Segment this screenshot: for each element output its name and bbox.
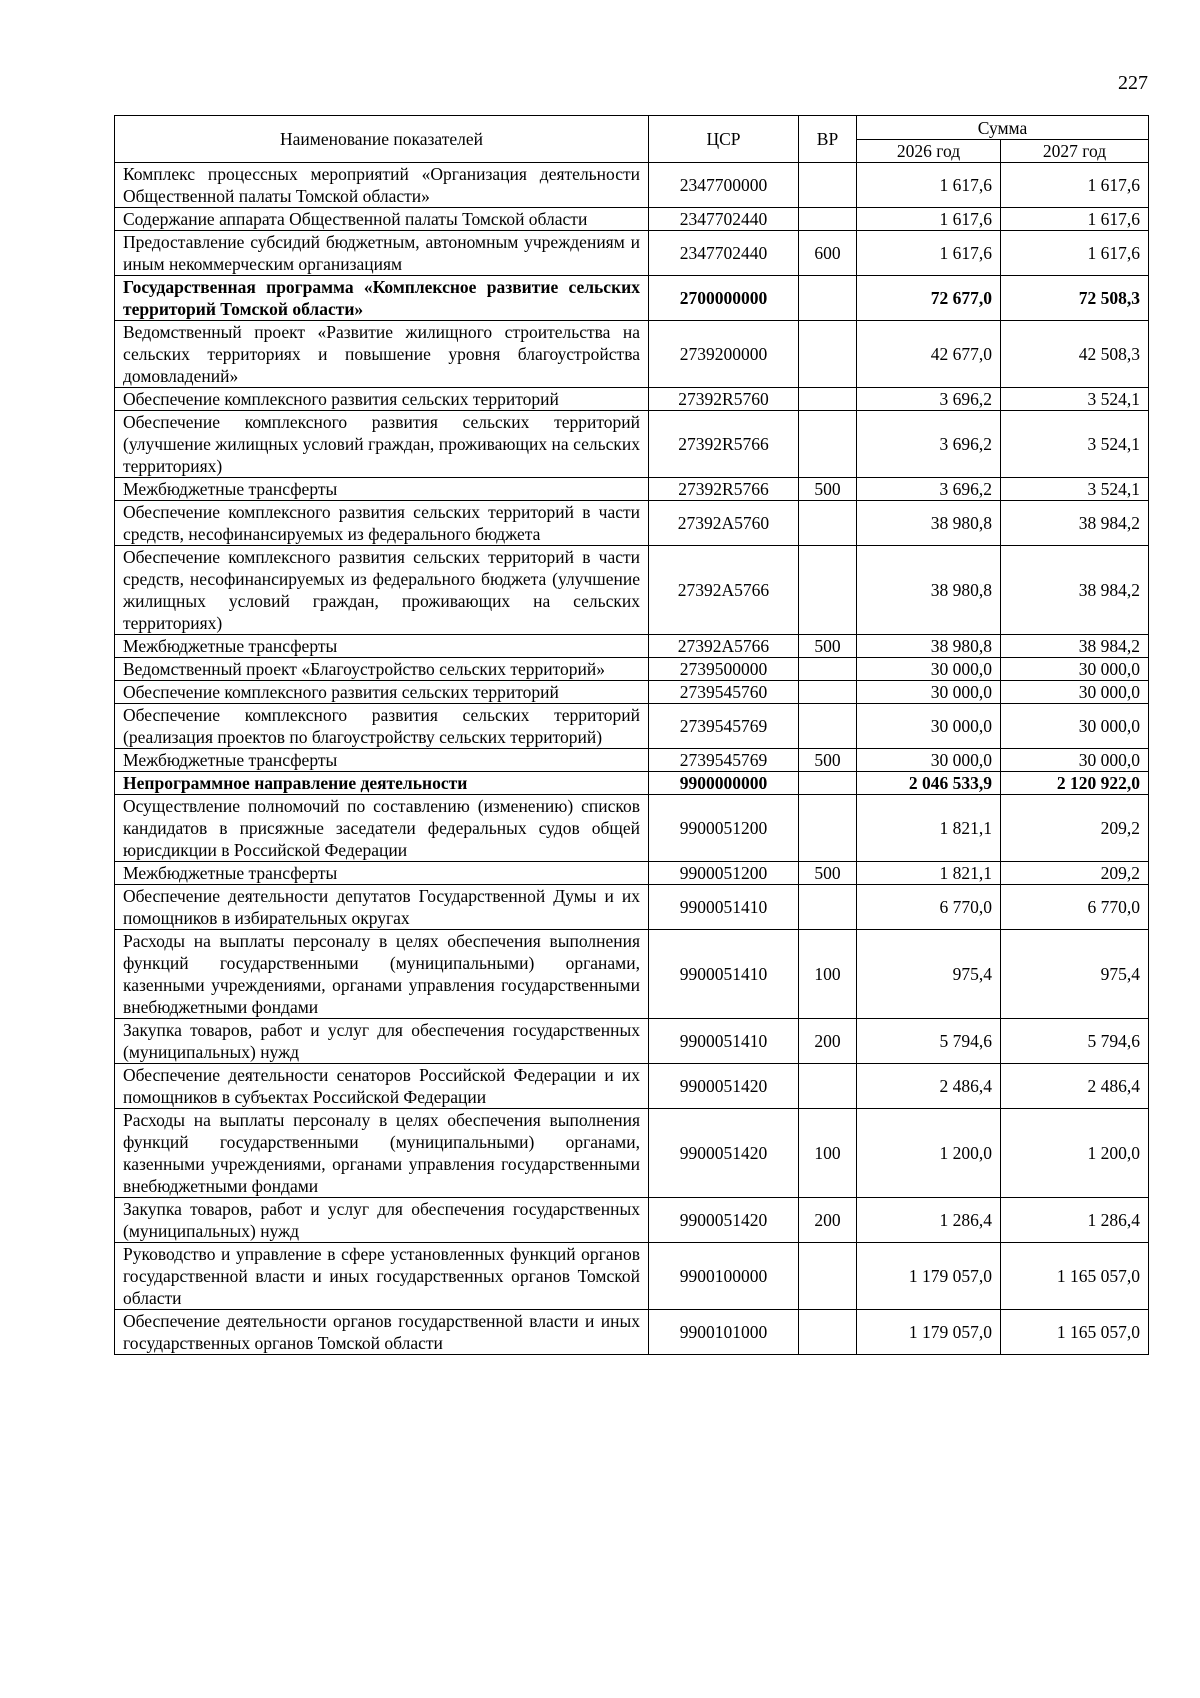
row-name: Обеспечение комплексного развития сельских территорий (улучшение жилищных условий граждан, проживающих на сельских территориях) — [115, 411, 649, 478]
row-name: Государственная программа «Комплексное развитие сельских территорий Томской области» — [115, 276, 649, 321]
row-csr-code: 9900051420 — [649, 1198, 799, 1243]
header-year-2026: 2026 год — [857, 140, 1001, 163]
row-csr-code: 9900051410 — [649, 1019, 799, 1064]
row-vr-code — [799, 276, 857, 321]
table-row — [115, 885, 1149, 930]
table-row — [115, 658, 1149, 681]
row-csr-code: 9900000000 — [649, 772, 799, 795]
table-body — [115, 163, 1149, 1355]
row-csr-code: 9900051410 — [649, 930, 799, 1019]
row-sum-2027: 42 508,3 — [1001, 321, 1149, 388]
row-name: Предоставление субсидий бюджетным, автономным учреждениям и иным некоммерческим организациям — [115, 231, 649, 276]
budget-table — [114, 115, 1149, 1355]
row-vr-code — [799, 501, 857, 546]
row-csr-code: 9900051200 — [649, 795, 799, 862]
row-sum-2027: 1 165 057,0 — [1001, 1310, 1149, 1355]
table-row — [115, 749, 1149, 772]
row-name: Расходы на выплаты персоналу в целях обеспечения выполнения функций государственными (муниципальными) органами, казенными учреждениями, органами управления государственными внебюджетными фондами — [115, 1109, 649, 1198]
header-sum: Сумма — [857, 116, 1149, 140]
row-vr-code — [799, 1243, 857, 1310]
row-name: Содержание аппарата Общественной палаты Томской области — [115, 208, 649, 231]
row-vr-code — [799, 704, 857, 749]
row-csr-code: 2739545769 — [649, 704, 799, 749]
row-sum-2026: 1 821,1 — [857, 795, 1001, 862]
row-sum-2026: 1 200,0 — [857, 1109, 1001, 1198]
row-csr-code: 9900051410 — [649, 885, 799, 930]
row-name: Руководство и управление в сфере установленных функций органов государственной власти и иных государственных органов Томской области — [115, 1243, 649, 1310]
row-sum-2027: 1 200,0 — [1001, 1109, 1149, 1198]
row-sum-2027: 1 617,6 — [1001, 231, 1149, 276]
row-sum-2026: 38 980,8 — [857, 635, 1001, 658]
row-sum-2027: 72 508,3 — [1001, 276, 1149, 321]
row-vr-code: 500 — [799, 635, 857, 658]
row-sum-2027: 1 286,4 — [1001, 1198, 1149, 1243]
row-sum-2027: 30 000,0 — [1001, 658, 1149, 681]
header-vr: ВР — [799, 116, 857, 163]
table-row — [115, 276, 1149, 321]
row-name: Обеспечение комплексного развития сельских территорий — [115, 388, 649, 411]
row-name: Закупка товаров, работ и услуг для обеспечения государственных (муниципальных) нужд — [115, 1019, 649, 1064]
row-name: Обеспечение комплексного развития сельских территорий (реализация проектов по благоустройству сельских территорий) — [115, 704, 649, 749]
row-vr-code — [799, 795, 857, 862]
row-name: Ведомственный проект «Развитие жилищного строительства на сельских территориях и повышение уровня благоустройства домовладений» — [115, 321, 649, 388]
row-sum-2026: 1 617,6 — [857, 208, 1001, 231]
row-name: Межбюджетные трансферты — [115, 635, 649, 658]
table-row — [115, 1198, 1149, 1243]
row-name: Обеспечение комплексного развития сельских территорий в части средств, несофинансируемых из федерального бюджета — [115, 501, 649, 546]
table-row — [115, 681, 1149, 704]
table-row — [115, 862, 1149, 885]
row-sum-2027: 209,2 — [1001, 862, 1149, 885]
table-row — [115, 1243, 1149, 1310]
row-sum-2027: 38 984,2 — [1001, 546, 1149, 635]
row-name: Непрограммное направление деятельности — [115, 772, 649, 795]
row-sum-2026: 2 486,4 — [857, 1064, 1001, 1109]
row-sum-2026: 72 677,0 — [857, 276, 1001, 321]
table-row — [115, 1109, 1149, 1198]
row-sum-2027: 3 524,1 — [1001, 411, 1149, 478]
header-year-2027: 2027 год — [1001, 140, 1149, 163]
row-sum-2026: 3 696,2 — [857, 411, 1001, 478]
row-vr-code — [799, 208, 857, 231]
row-sum-2026: 1 286,4 — [857, 1198, 1001, 1243]
row-csr-code: 9900100000 — [649, 1243, 799, 1310]
row-sum-2027: 38 984,2 — [1001, 501, 1149, 546]
row-sum-2027: 6 770,0 — [1001, 885, 1149, 930]
row-sum-2026: 1 617,6 — [857, 163, 1001, 208]
row-vr-code: 200 — [799, 1198, 857, 1243]
table-row — [115, 546, 1149, 635]
row-vr-code — [799, 388, 857, 411]
table-row — [115, 478, 1149, 501]
row-vr-code: 500 — [799, 478, 857, 501]
row-sum-2027: 3 524,1 — [1001, 388, 1149, 411]
row-name: Ведомственный проект «Благоустройство сельских территорий» — [115, 658, 649, 681]
row-csr-code: 2739545760 — [649, 681, 799, 704]
row-csr-code: 9900101000 — [649, 1310, 799, 1355]
row-vr-code: 600 — [799, 231, 857, 276]
table-row — [115, 163, 1149, 208]
row-name: Обеспечение деятельности сенаторов Российской Федерации и их помощников в субъектах Российской Федерации — [115, 1064, 649, 1109]
row-sum-2026: 6 770,0 — [857, 885, 1001, 930]
row-sum-2026: 30 000,0 — [857, 658, 1001, 681]
row-sum-2026: 2 046 533,9 — [857, 772, 1001, 795]
row-sum-2026: 1 179 057,0 — [857, 1243, 1001, 1310]
row-name: Обеспечение деятельности органов государственной власти и иных государственных органов Томской области — [115, 1310, 649, 1355]
row-sum-2027: 975,4 — [1001, 930, 1149, 1019]
row-csr-code: 27392R5766 — [649, 478, 799, 501]
row-csr-code: 9900051420 — [649, 1109, 799, 1198]
row-vr-code — [799, 658, 857, 681]
row-sum-2027: 5 794,6 — [1001, 1019, 1149, 1064]
row-sum-2027: 2 120 922,0 — [1001, 772, 1149, 795]
row-sum-2027: 209,2 — [1001, 795, 1149, 862]
table-row — [115, 930, 1149, 1019]
row-sum-2026: 38 980,8 — [857, 501, 1001, 546]
row-csr-code: 27392A5766 — [649, 546, 799, 635]
row-name: Расходы на выплаты персоналу в целях обеспечения выполнения функций государственными (муниципальными) органами, казенными учреждениями, органами управления государственными внебюджетными фондами — [115, 930, 649, 1019]
table-row — [115, 795, 1149, 862]
row-sum-2027: 30 000,0 — [1001, 749, 1149, 772]
table-row — [115, 231, 1149, 276]
row-name: Обеспечение комплексного развития сельских территорий в части средств, несофинансируемых из федерального бюджета (улучшение жилищных условий граждан, проживающих на сельских территориях) — [115, 546, 649, 635]
row-csr-code: 27392A5766 — [649, 635, 799, 658]
row-vr-code — [799, 163, 857, 208]
row-vr-code — [799, 411, 857, 478]
row-sum-2026: 1 617,6 — [857, 231, 1001, 276]
row-sum-2026: 1 179 057,0 — [857, 1310, 1001, 1355]
row-sum-2026: 42 677,0 — [857, 321, 1001, 388]
row-csr-code: 27392R5766 — [649, 411, 799, 478]
table-row — [115, 1064, 1149, 1109]
row-csr-code: 2347700000 — [649, 163, 799, 208]
row-sum-2027: 1 165 057,0 — [1001, 1243, 1149, 1310]
row-csr-code: 2739200000 — [649, 321, 799, 388]
row-vr-code: 100 — [799, 1109, 857, 1198]
row-name: Межбюджетные трансферты — [115, 478, 649, 501]
row-sum-2027: 1 617,6 — [1001, 163, 1149, 208]
row-sum-2027: 38 984,2 — [1001, 635, 1149, 658]
row-name: Межбюджетные трансферты — [115, 862, 649, 885]
row-vr-code — [799, 321, 857, 388]
row-csr-code: 2739545769 — [649, 749, 799, 772]
row-vr-code: 500 — [799, 749, 857, 772]
row-csr-code: 2347702440 — [649, 231, 799, 276]
row-csr-code: 9900051200 — [649, 862, 799, 885]
row-csr-code: 9900051420 — [649, 1064, 799, 1109]
row-vr-code: 200 — [799, 1019, 857, 1064]
row-sum-2027: 1 617,6 — [1001, 208, 1149, 231]
row-sum-2026: 1 821,1 — [857, 862, 1001, 885]
row-sum-2026: 3 696,2 — [857, 388, 1001, 411]
table-row — [115, 208, 1149, 231]
row-vr-code — [799, 546, 857, 635]
row-sum-2026: 30 000,0 — [857, 749, 1001, 772]
row-name: Обеспечение комплексного развития сельских территорий — [115, 681, 649, 704]
row-vr-code — [799, 1064, 857, 1109]
row-vr-code: 100 — [799, 930, 857, 1019]
row-sum-2026: 3 696,2 — [857, 478, 1001, 501]
row-sum-2026: 30 000,0 — [857, 704, 1001, 749]
table-row — [115, 704, 1149, 749]
table-row — [115, 411, 1149, 478]
page-number: 227 — [1118, 72, 1148, 94]
table-row — [115, 1019, 1149, 1064]
row-vr-code — [799, 772, 857, 795]
row-sum-2026: 975,4 — [857, 930, 1001, 1019]
row-sum-2027: 3 524,1 — [1001, 478, 1149, 501]
row-name: Комплекс процессных мероприятий «Организация деятельности Общественной палаты Томской области» — [115, 163, 649, 208]
row-sum-2026: 5 794,6 — [857, 1019, 1001, 1064]
row-csr-code: 27392R5760 — [649, 388, 799, 411]
table-row — [115, 635, 1149, 658]
row-csr-code: 2739500000 — [649, 658, 799, 681]
row-name: Обеспечение деятельности депутатов Государственной Думы и их помощников в избирательных округах — [115, 885, 649, 930]
row-vr-code — [799, 885, 857, 930]
row-vr-code — [799, 681, 857, 704]
row-sum-2026: 30 000,0 — [857, 681, 1001, 704]
row-vr-code: 500 — [799, 862, 857, 885]
row-csr-code: 2347702440 — [649, 208, 799, 231]
header-name: Наименование показателей — [115, 116, 649, 163]
table-row — [115, 1310, 1149, 1355]
row-name: Закупка товаров, работ и услуг для обеспечения государственных (муниципальных) нужд — [115, 1198, 649, 1243]
row-sum-2027: 30 000,0 — [1001, 681, 1149, 704]
row-csr-code: 2700000000 — [649, 276, 799, 321]
row-sum-2027: 2 486,4 — [1001, 1064, 1149, 1109]
row-name: Осуществление полномочий по составлению (изменению) списков кандидатов в присяжные заседатели федеральных судов общей юрисдикции в Российской Федерации — [115, 795, 649, 862]
header-csr: ЦСР — [649, 116, 799, 163]
row-csr-code: 27392A5760 — [649, 501, 799, 546]
row-sum-2027: 30 000,0 — [1001, 704, 1149, 749]
table-row — [115, 772, 1149, 795]
table-row — [115, 321, 1149, 388]
table-row — [115, 388, 1149, 411]
row-name: Межбюджетные трансферты — [115, 749, 649, 772]
row-sum-2026: 38 980,8 — [857, 546, 1001, 635]
row-vr-code — [799, 1310, 857, 1355]
table-row — [115, 501, 1149, 546]
